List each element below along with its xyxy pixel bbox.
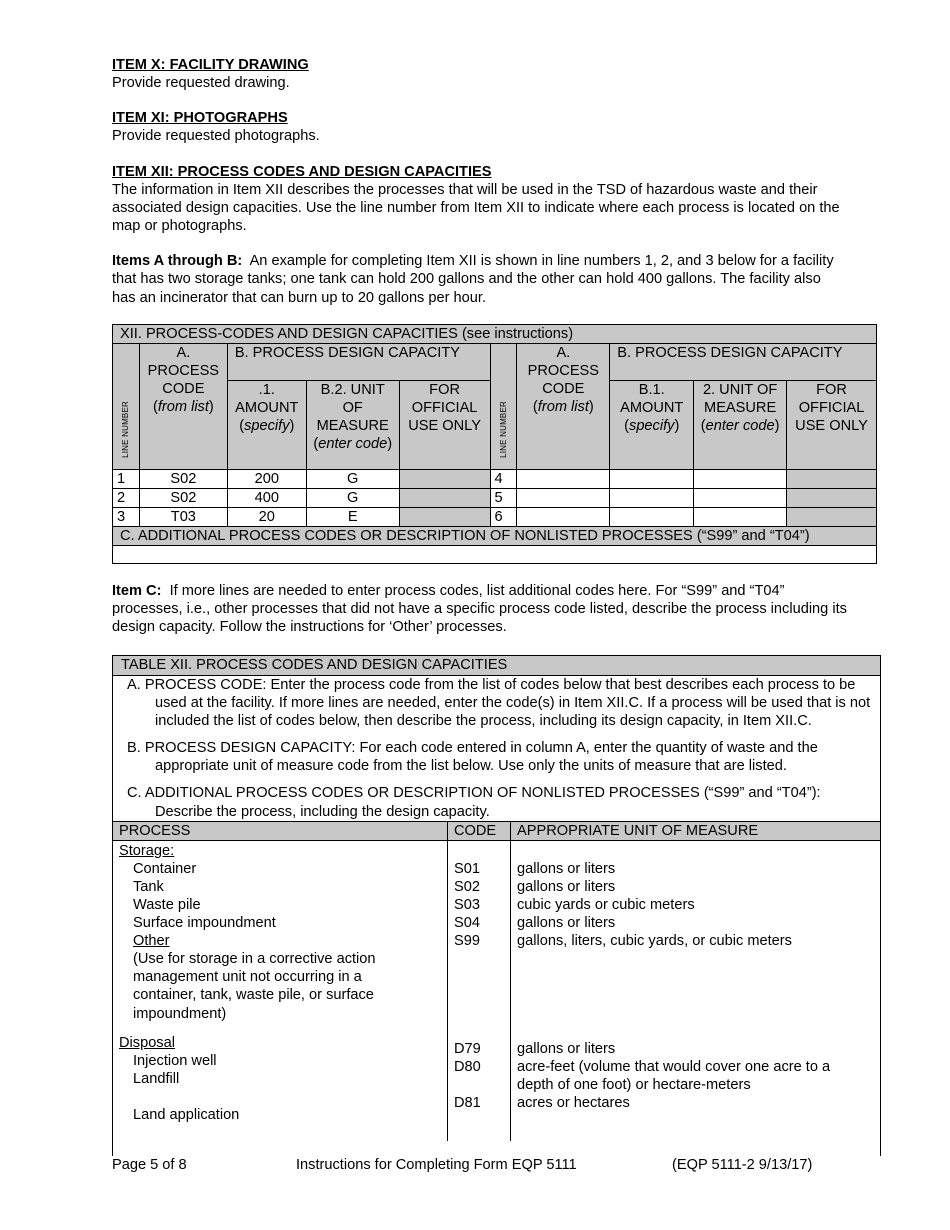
header-unit: APPROPRIATE UNIT OF MEASURE bbox=[517, 822, 759, 839]
col-b-header-left: B. PROCESS DESIGN CAPACITY bbox=[227, 344, 490, 381]
codes-body bbox=[113, 841, 880, 1141]
col-b1-header-2: B.1. AMOUNT (specify) bbox=[610, 381, 694, 470]
item-xii-section bbox=[112, 163, 847, 307]
item-x-heading: ITEM X: FACILITY DRAWING bbox=[112, 57, 309, 73]
item-c-paragraph bbox=[112, 582, 847, 636]
code-column: S01 S02 S03 S04 S99 D79 D80 D81 bbox=[448, 841, 511, 1141]
item-xi-text: Provide requested photographs. bbox=[112, 128, 320, 145]
storage-heading: Storage: bbox=[119, 842, 175, 859]
process-codes-form-table bbox=[112, 324, 877, 564]
footer-form-number: (EQP 5111-2 9/13/17) bbox=[672, 1157, 813, 1173]
form-table-title: XII. PROCESS-CODES AND DESIGN CAPACITIES (see instructions) bbox=[113, 325, 877, 344]
line-number-header: LINE NUMBER bbox=[113, 344, 140, 470]
line-number-header-2: LINE NUMBER bbox=[490, 344, 517, 470]
instruction-a: A. PROCESS CODE: Enter the process code from the list of codes below that best describes each process to be used at the facility. If more lines are needed, enter the code(s) in Item XII.C. If a process will be used that is not included the list of codes below, then describe the process, including its design capacity, in Item XII.C. bbox=[127, 677, 871, 730]
table-xii-instructions bbox=[113, 676, 880, 821]
section-c-input[interactable] bbox=[113, 546, 877, 564]
col-a-header: A. PROCESS CODE (from list) bbox=[139, 344, 227, 470]
codes-header-row bbox=[113, 821, 880, 841]
item-x-text: Provide requested drawing. bbox=[112, 75, 290, 92]
items-ab-text: An example for completing Item XII is shown in line numbers 1, 2, and 3 below for a facility that has two storage tanks; one tank can hold 200 gallons and the other can hold 400 gallons. The facility also has an incinerator that can burn up to 20 gallons per hour. bbox=[112, 253, 834, 306]
col-b-header-right: B. PROCESS DESIGN CAPACITY bbox=[610, 344, 877, 381]
table-row: 3 T03 20 E 6 bbox=[113, 508, 877, 527]
items-ab-paragraph bbox=[112, 252, 847, 306]
table-row: 1 S02 200 G 4 bbox=[113, 470, 877, 489]
col-b1-header: .1. AMOUNT (specify) bbox=[227, 381, 306, 470]
table-row: 2 S02 400 G 5 bbox=[113, 489, 877, 508]
item-xii-heading: ITEM XII: PROCESS CODES AND DESIGN CAPACITIES bbox=[112, 164, 492, 180]
item-xi-heading: ITEM XI: PHOTOGRAPHS bbox=[112, 110, 288, 126]
process-column: Storage: Container Tank Waste pile Surface impoundment Other (Use for storage in a corrective action management unit not occurring in a container, tank, waste pile, or surface impoundment) Disposal Injection well Landfill Land application bbox=[113, 841, 448, 1141]
item-xii-text: The information in Item XII describes the processes that will be used in the TSD of hazardous waste and their associated design capacities. Use the line number from Item XII to indicate where each process is located on the map or photographs. bbox=[112, 182, 840, 235]
items-ab-label: Items A through B: bbox=[112, 253, 243, 270]
item-xi-section bbox=[112, 109, 842, 145]
footer-title: Instructions for Completing Form EQP 5111 bbox=[296, 1157, 577, 1173]
storage-other-note: (Use for storage in a corrective action management unit not occurring in a container, tank, waste pile, or surface impoundment) bbox=[133, 951, 376, 1022]
official-use-header: FOR OFFICIAL USE ONLY bbox=[399, 381, 490, 470]
instruction-c: C. ADDITIONAL PROCESS CODES OR DESCRIPTION OF NONLISTED PROCESSES (“S99” and “T04”): Describe the process, including the design capacity. bbox=[127, 785, 821, 820]
table-xii-title: TABLE XII. PROCESS CODES AND DESIGN CAPACITIES bbox=[113, 656, 880, 676]
section-c-header: C. ADDITIONAL PROCESS CODES OR DESCRIPTION OF NONLISTED PROCESSES (“S99” and “T04”) bbox=[113, 527, 877, 546]
col-a-header-2: A. PROCESS CODE (from list) bbox=[517, 344, 610, 470]
item-x-section bbox=[112, 56, 842, 92]
col-b2-header: B.2. UNIT OF MEASURE (enter code) bbox=[306, 381, 399, 470]
disposal-heading: Disposal bbox=[119, 1034, 175, 1051]
header-process: PROCESS bbox=[113, 822, 448, 840]
col-b2-header-2: 2. UNIT OF MEASURE (enter code) bbox=[694, 381, 787, 470]
header-code: CODE bbox=[448, 822, 511, 840]
official-use-header-2: FOR OFFICIAL USE ONLY bbox=[787, 381, 877, 470]
item-c-text: If more lines are needed to enter process codes, list additional codes here. For “S99” and “T04” processes, i.e., other processes that did not have a specific process code listed, describe the process including its design capacity. Follow the instructions for ‘Other’ processes. bbox=[112, 583, 847, 636]
instruction-b: B. PROCESS DESIGN CAPACITY: For each code entered in column A, enter the quantity of waste and the appropriate unit of measure code from the list below. Use only the units of measure that are listed. bbox=[127, 740, 818, 775]
table-xii bbox=[112, 655, 881, 1156]
footer-page: Page 5 of 8 bbox=[112, 1157, 187, 1173]
item-c-label: Item C: bbox=[112, 583, 162, 599]
unit-column: gallons or liters gallons or liters cubic yards or cubic meters gallons or liters gallons, liters, cubic yards, or cubic meters gallons or liters acre-feet (volume that would cover one acre to a depth of one foot) or hectare-meters acres or hectares bbox=[517, 860, 831, 1112]
